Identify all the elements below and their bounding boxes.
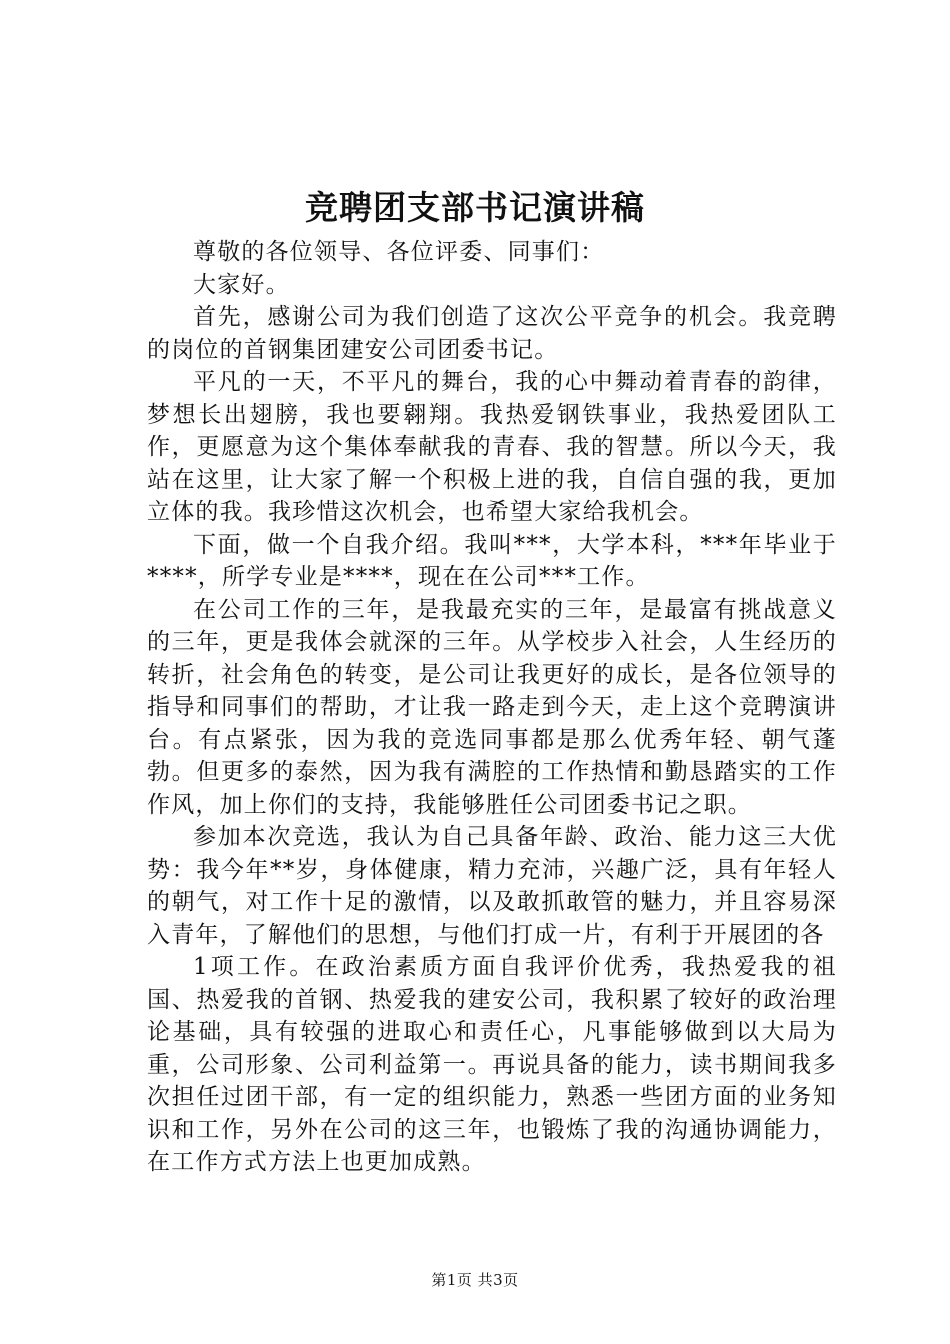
body-paragraph: 下面，做一个自我介绍。我叫***，大学本科，***年毕业于****，所学专业是****，现在在公司***工作。 [147, 531, 837, 590]
document-title: 竞聘团支部书记演讲稿 [305, 188, 645, 227]
salutation-paragraph: 尊敬的各位领导、各位评委、同事们： [193, 239, 605, 265]
body-paragraph: 参加本次竞选，我认为自己具备年龄、政治、能力这三大优势：我今年**岁，身体健康，精力充沛，兴趣广泛，具有年轻人的朝气，对工作十足的激情，以及敢抓敢管的魅力，并且容易深入青年，了解他们的思想，与他们打成一片，有利于开展团的各 [147, 824, 837, 948]
body-paragraph: 1项工作。在政治素质方面自我评价优秀，我热爱我的祖国、热爱我的首钢、热爱我的建安公司，我积累了较好的政治理论基础，具有较强的进取心和责任心，凡事能够做到以大局为重，公司形象、公司利益第一。再说具备的能力，读书期间我多次担任过团干部，有一定的组织能力，熟悉一些团方面的业务知识和工作，另外在公司的这三年，也锻炼了我的沟通协调能力，在工作方式方法上也更加成熟。 [147, 954, 837, 1175]
body-paragraph: 首先，感谢公司为我们创造了这次公平竞争的机会。我竞聘的岗位的首钢集团建安公司团委书记。 [147, 304, 837, 363]
body-paragraph: 在公司工作的三年，是我最充实的三年，是最富有挑战意义的三年，更是我体会就深的三年。从学校步入社会，人生经历的转折，社会角色的转变，是公司让我更好的成长，是各位领导的指导和同事们的帮助，才让我一路走到今天，走上这个竞聘演讲台。有点紧张，因为我的竞选同事都是那么优秀年轻、朝气蓬勃。但更多的泰然，因为我有满腔的工作热情和勤恳踏实的工作作风，加上你们的支持，我能够胜任公司团委书记之职。 [147, 596, 837, 818]
greeting-paragraph: 大家好。 [193, 271, 290, 298]
document-body [147, 236, 837, 1179]
page-footer: 第1页 共3页 [431, 1271, 519, 1289]
body-paragraph: 平凡的一天，不平凡的舞台，我的心中舞动着青春的韵律，梦想长出翅膀，我也要翱翔。我热爱钢铁事业，我热爱团队工作，更愿意为这个集体奉献我的青春、我的智慧。所以今天，我站在这里，让大家了解一个积极上进的我，自信自强的我，更加立体的我。我珍惜这次机会，也希望大家给我机会。 [147, 369, 837, 525]
